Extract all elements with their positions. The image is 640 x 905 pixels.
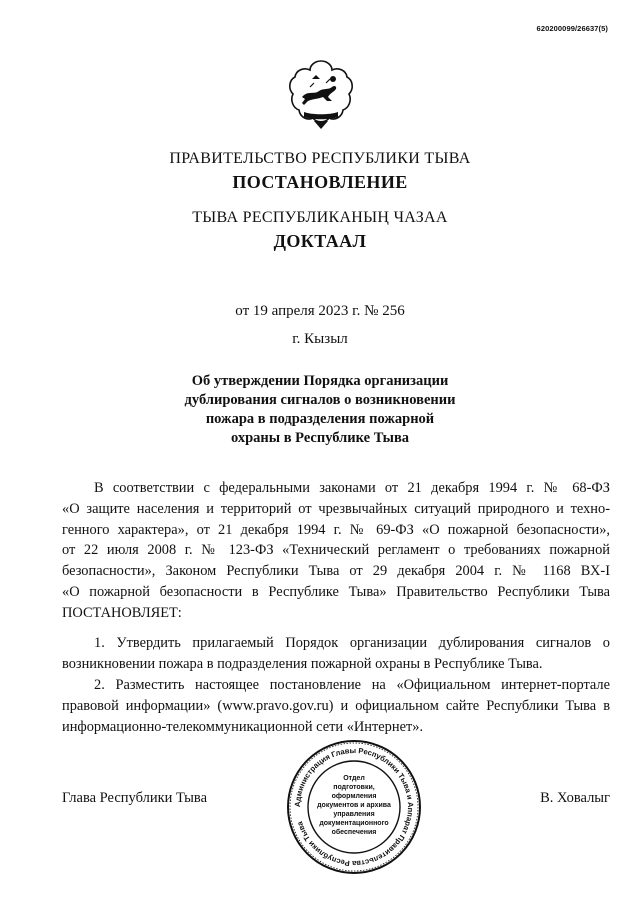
coat-of-arms-emblem [288, 57, 354, 131]
subject-line: пожара в подразделения пожарной [205, 411, 435, 427]
text-line: «О защите населения и территорий от чрезвычайных ситуаций природного и техно- [62, 500, 610, 517]
document-city: г. Кызыл [292, 331, 348, 347]
stamp-center-line: документационного [319, 820, 389, 827]
preamble-paragraph [62, 478, 610, 624]
document-date: от 19 апреля 2023 г. № 256 [235, 303, 405, 319]
item-1-paragraph [62, 633, 610, 675]
text-line: 2. Разместить настоящее постановление на «Официальном интернет-портале [94, 677, 610, 693]
text-line: ПОСТАНОВЛЯЕТ: [62, 604, 182, 621]
stamp-center-line: документов и архива [317, 802, 391, 809]
official-stamp [285, 738, 423, 876]
item-2-paragraph [62, 675, 610, 737]
subject-line: дублирования сигналов о возникновении [184, 392, 456, 408]
text-line: информационно-телекоммуникационной сети «Интернет». [62, 718, 424, 735]
signatory-name: В. Ховалыг [540, 790, 610, 806]
subject-line: охраны в Республике Тыва [230, 430, 410, 446]
text-line: В соответствии с федеральными законами от 21 декабря 1994 г. № 68-ФЗ [94, 480, 610, 496]
document-number: 620200099/26637(5) [536, 24, 608, 33]
text-line: «О пожарной безопасности в Республике Тыва» Правительство Республики Тыва [62, 583, 610, 600]
government-name-tyv: ТЫВА РЕСПУБЛИКАНЫҢ ЧАЗАА [192, 209, 448, 226]
stamp-center-line: оформления [331, 793, 377, 800]
document-subject [0, 372, 640, 448]
government-name-ru: ПРАВИТЕЛЬСТВО РЕСПУБЛИКИ ТЫВА [169, 150, 471, 167]
stamp-center-line: обеспечения [331, 829, 377, 836]
text-line: генного характера», от 21 декабря 1994 г. № 69-ФЗ «О пожарной безопасности», [62, 521, 610, 538]
document-type-ru: ПОСТАНОВЛЕНИЕ [232, 172, 408, 192]
stamp-center-line: Отдел [343, 775, 365, 782]
stamp-center-line: управления [333, 811, 375, 818]
text-line: правовой информации» (www.pravo.gov.ru) и официальном сайте Республики Тыва в [62, 697, 610, 714]
document-type-tyv: ДОКТААЛ [273, 231, 367, 251]
signatory-position: Глава Республики Тыва [62, 790, 208, 806]
text-line: от 22 июля 2008 г. № 123-ФЗ «Технический регламент о требованиях пожарной [62, 542, 610, 559]
text-line: возникновении пожара в подразделения пожарной охраны в Республике Тыва. [62, 655, 543, 672]
subject-line: Об утверждении Порядка организации [191, 373, 449, 389]
text-line: 1. Утвердить прилагаемый Порядок организации дублирования сигналов о [94, 635, 610, 651]
stamp-center-line: подготовки, [333, 784, 375, 791]
text-line: безопасности», Законом Республики Тыва от 29 декабря 2004 г. № 1168 ВХ-I [62, 563, 610, 580]
stamp-ring-text: Администрация Главы Республики Тыва и Аппарат Правительства Республики Тыва [292, 745, 416, 869]
